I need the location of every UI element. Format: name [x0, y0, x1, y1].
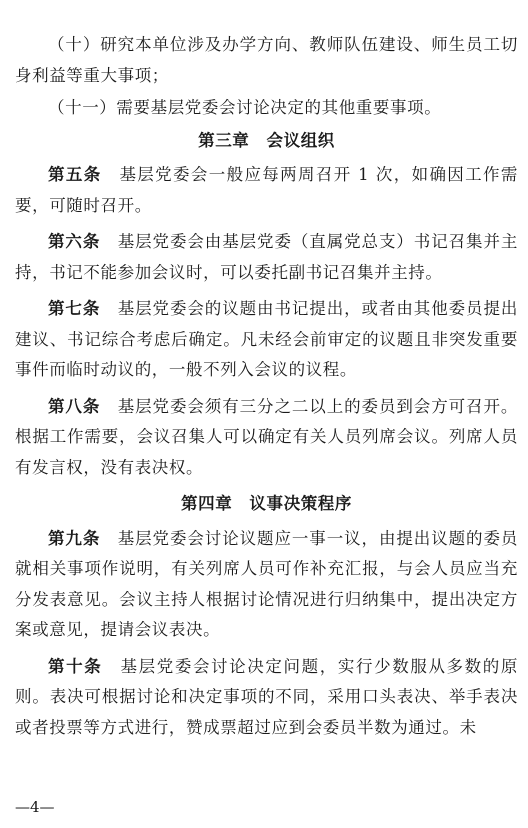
article-9-label: 第九条	[48, 528, 101, 548]
article-10-label: 第十条	[48, 656, 103, 676]
article-10-text: 基层党委会讨论决定问题，实行少数服从多数的原则。表决可根据讨论和决定事项的不同，采用口头表决、举手表决或者投票等方式进行，赞成票超过应到会委员半数为通过。未	[15, 656, 518, 737]
article-5-label: 第五条	[48, 165, 102, 184]
chapter-3-heading: 第三章 会议组织	[198, 130, 335, 150]
article-8-paragraph	[15, 392, 518, 484]
page-number: —4—	[15, 798, 55, 816]
item-11-paragraph: （十一）需要基层党委会讨论决定的其他重要事项。	[48, 98, 442, 117]
article-5-paragraph	[15, 160, 518, 221]
article-6-text: 基层党委会由基层党委（直属党总支）书记召集并主持，书记不能参加会议时，可以委托副书记召集并主持。	[15, 232, 518, 282]
document-page	[15, 30, 518, 749]
article-9-text: 基层党委会讨论议题应一事一议，由提出议题的委员就相关事项作说明，有关列席人员可作补充汇报，与会人员应当充分发表意见。会议主持人根据讨论情况进行归纳集中，提出决定方案或意见，提请会议表决。	[15, 528, 518, 639]
article-7-label: 第七条	[48, 299, 101, 318]
article-6-label: 第六条	[48, 232, 101, 251]
article-9-paragraph	[15, 524, 518, 646]
article-5-text: 基层党委会一般应每两周召开 1 次，如确因工作需要，可随时召开。	[15, 165, 518, 215]
item-10-paragraph: （十）研究本单位涉及办学方向、教师队伍建设、师生员工切身利益等重大事项；	[15, 35, 518, 85]
article-6-paragraph	[15, 227, 518, 288]
article-7-text: 基层党委会的议题由书记提出，或者由其他委员提出建议、书记综合考虑后确定。凡未经会前审定的议题且非突发重要事件而临时动议的，一般不列入会议的议程。	[15, 299, 518, 379]
article-8-text: 基层党委会须有三分之二以上的委员到会方可召开。根据工作需要，会议召集人可以确定有关人员列席会议。列席人员有发言权，没有表决权。	[15, 396, 518, 477]
article-10-paragraph	[15, 652, 518, 744]
article-8-label: 第八条	[48, 396, 101, 416]
chapter-4-heading: 第四章 议事决策程序	[181, 494, 352, 513]
article-7-paragraph	[15, 294, 518, 386]
